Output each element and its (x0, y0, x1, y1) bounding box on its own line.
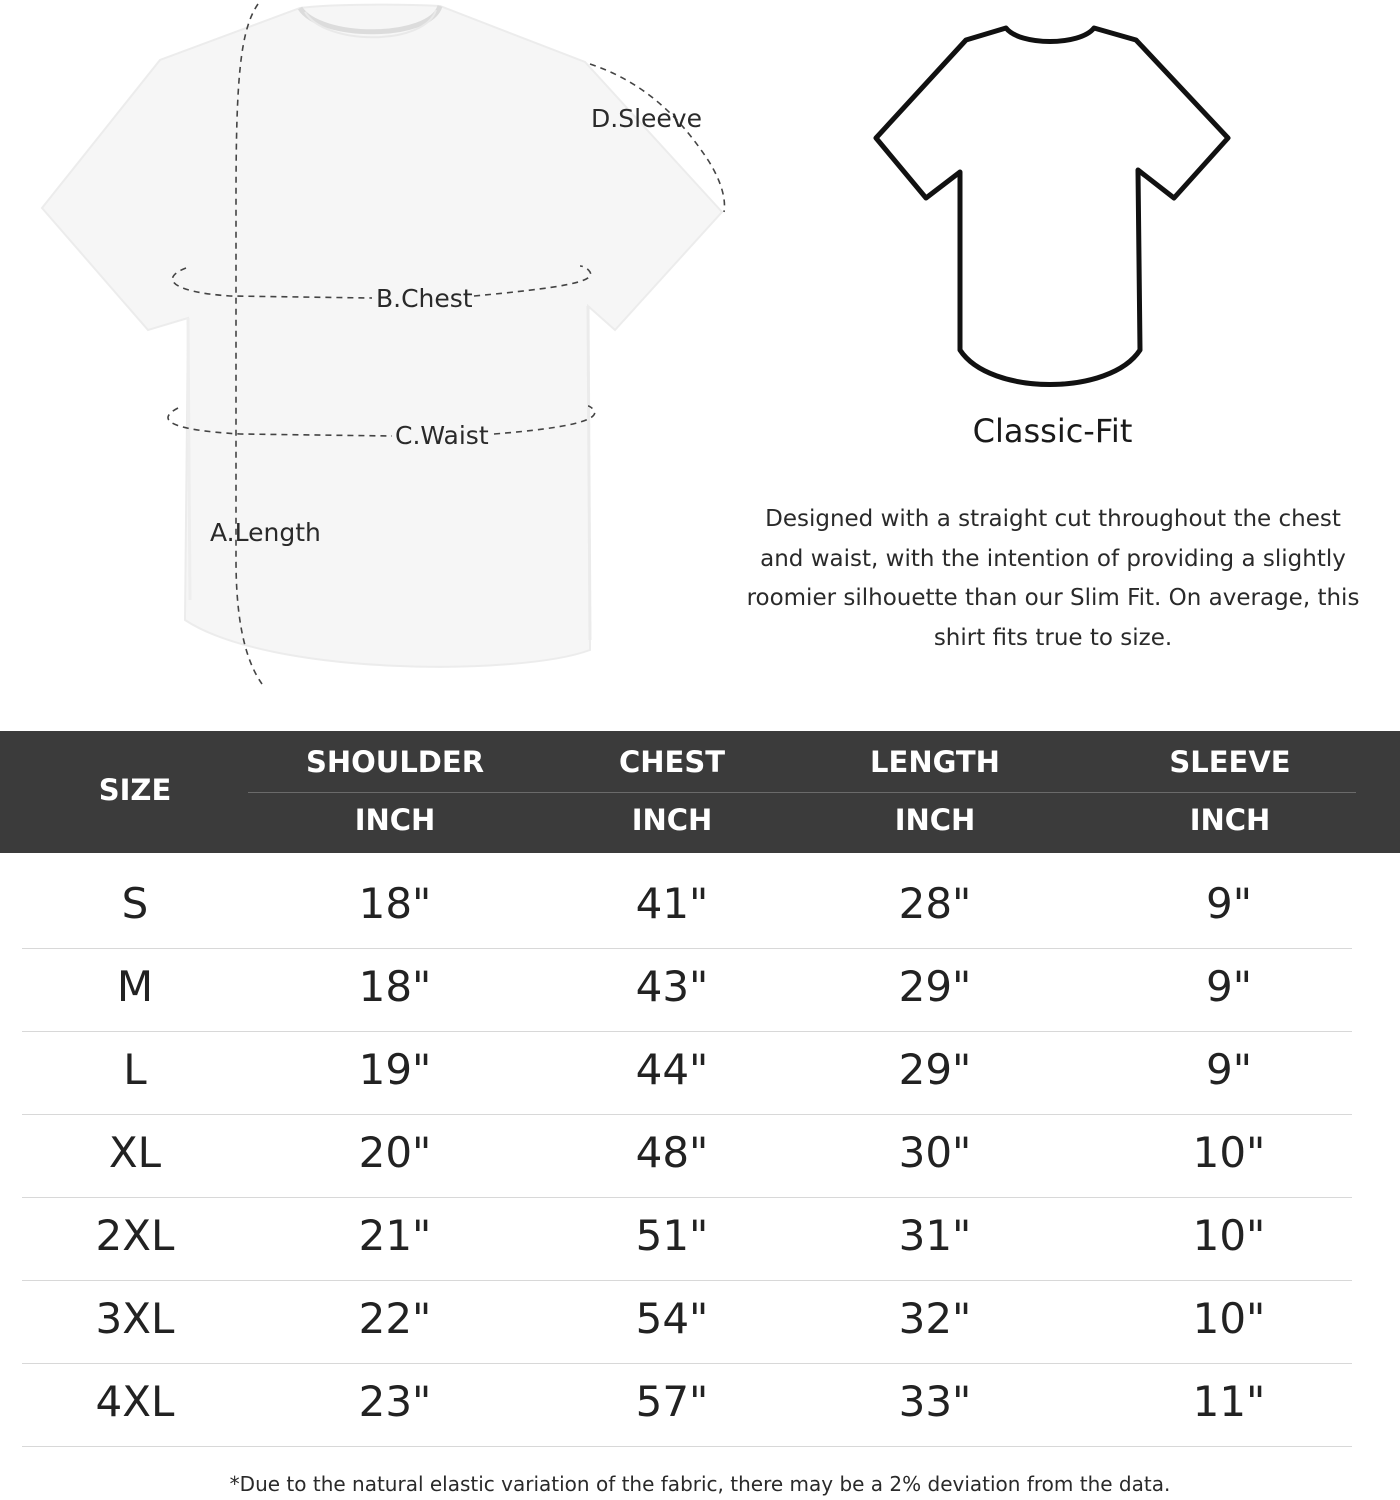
shoulder-cell: 18" (358, 879, 432, 928)
table-row (22, 948, 1352, 1032)
sleeve-cell: 10" (1192, 1128, 1266, 1177)
header-divider (248, 792, 1356, 793)
shoulder-cell: 23" (358, 1377, 432, 1426)
sleeve-cell: 9" (1205, 879, 1253, 928)
sleeve-cell: 10" (1192, 1211, 1266, 1260)
length-cell: 31" (898, 1211, 972, 1260)
length-column-header: LENGTH (870, 745, 1000, 779)
fabric-deviation-footnote: *Due to the natural elastic variation of the fabric, there may be a 2% deviation from the data. (229, 1472, 1171, 1496)
fit-title: Classic-Fit (972, 412, 1133, 450)
shoulder-cell: 20" (358, 1128, 432, 1177)
table-row (22, 1280, 1352, 1364)
chest-cell: 43" (635, 962, 709, 1011)
shoulder-cell: 22" (358, 1294, 432, 1343)
sleeve-column-header: SLEEVE (1169, 745, 1291, 779)
length-label: A.Length (210, 518, 321, 547)
size-cell: S (121, 879, 149, 928)
sleeve-cell: 11" (1192, 1377, 1266, 1426)
shoulder-cell: 18" (358, 962, 432, 1011)
sleeve-cell: 9" (1205, 962, 1253, 1011)
size-cell: L (123, 1045, 147, 1094)
sleeve-unit-header: INCH (1189, 803, 1271, 837)
chest-label: B.Chest (376, 284, 473, 313)
sleeve-cell: 9" (1205, 1045, 1253, 1094)
length-cell: 29" (898, 1045, 972, 1094)
table-row (22, 1363, 1352, 1447)
length-cell: 29" (898, 962, 972, 1011)
size-cell: 3XL (95, 1294, 175, 1343)
table-row (22, 865, 1352, 949)
size-table-header (0, 731, 1400, 853)
chest-cell: 48" (635, 1128, 709, 1177)
waist-label: C.Waist (395, 421, 489, 450)
sleeve-label: D.Sleeve (591, 104, 702, 133)
length-cell: 33" (898, 1377, 972, 1426)
length-cell: 30" (898, 1128, 972, 1177)
sleeve-cell: 10" (1192, 1294, 1266, 1343)
shoulder-cell: 19" (358, 1045, 432, 1094)
size-column-header: SIZE (98, 773, 172, 807)
shoulder-cell: 21" (358, 1211, 432, 1260)
tshirt-outline-icon (870, 20, 1236, 396)
table-row (22, 1114, 1352, 1198)
chest-cell: 41" (635, 879, 709, 928)
chest-cell: 51" (635, 1211, 709, 1260)
size-cell: XL (108, 1128, 162, 1177)
chest-cell: 54" (635, 1294, 709, 1343)
chest-cell: 57" (635, 1377, 709, 1426)
shoulder-column-header: SHOULDER (305, 745, 485, 779)
size-cell: 4XL (95, 1377, 175, 1426)
shoulder-unit-header: INCH (354, 803, 436, 837)
size-cell: 2XL (95, 1211, 175, 1260)
length-cell: 32" (898, 1294, 972, 1343)
chest-cell: 44" (635, 1045, 709, 1094)
length-cell: 28" (898, 879, 972, 928)
length-unit-header: INCH (894, 803, 976, 837)
table-row (22, 1031, 1352, 1115)
size-cell: M (116, 962, 154, 1011)
chest-unit-header: INCH (631, 803, 713, 837)
table-row (22, 1197, 1352, 1281)
fit-description: Designed with a straight cut throughout the chest and waist, with the intention of providing a slightly roomier silhouette than our Slim Fit. On average, this shirt fits true to size. (746, 506, 1360, 651)
chest-column-header: CHEST (618, 745, 726, 779)
